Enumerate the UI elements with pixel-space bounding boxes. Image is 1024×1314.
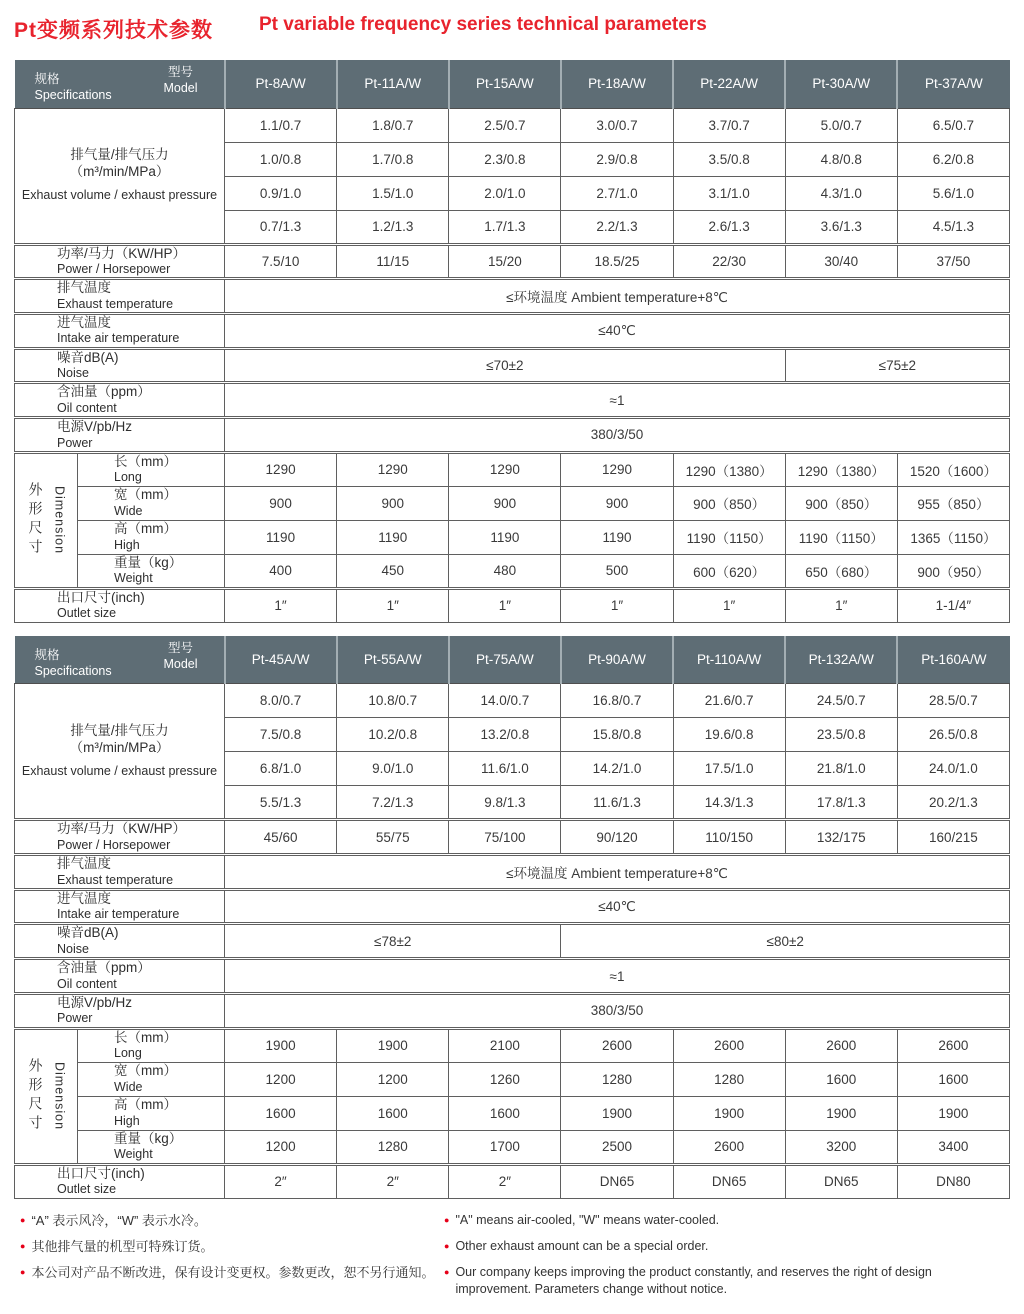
value-cell: 1600 <box>785 1062 897 1096</box>
row-label-exhaust-temp: 排气温度 Exhaust temperature <box>15 855 225 890</box>
table-row <box>15 383 1010 418</box>
value-cell: 30/40 <box>785 244 897 279</box>
table-row <box>15 820 1010 855</box>
value-cell: 1200 <box>337 1062 449 1096</box>
model-header-cell: Pt-45A/W <box>225 636 337 684</box>
value-cell: 0.9/1.0 <box>225 176 337 210</box>
table-row <box>15 418 1010 453</box>
value-cell: 7.5/0.8 <box>225 718 337 752</box>
value-cell: 1.7/0.8 <box>337 142 449 176</box>
value-cell: 900 <box>225 486 337 520</box>
row-label-intake-temp: 进气温度 Intake air temperature <box>15 889 225 924</box>
value-cell: 1.0/0.8 <box>225 142 337 176</box>
value-cell: 14.0/0.7 <box>449 684 561 718</box>
row-label-high: 高（mm） High <box>78 1096 225 1130</box>
value-cell: 1″ <box>785 588 897 622</box>
footnote-item: ● 本公司对产品不断改进，保有设计变更权。参数更改，恕不另行通知。 <box>20 1264 435 1280</box>
value-cell: ≤78±2 <box>225 924 561 959</box>
value-cell: 1290 <box>337 452 449 486</box>
table-row <box>15 554 1010 588</box>
value-cell: ≈1 <box>225 959 1010 994</box>
value-cell: 3200 <box>785 1130 897 1164</box>
value-cell: 3.0/0.7 <box>561 108 673 142</box>
spec-table-1 <box>14 60 1010 623</box>
value-cell: 1600 <box>449 1096 561 1130</box>
value-cell: DN65 <box>673 1164 785 1198</box>
value-cell: 2100 <box>449 1028 561 1062</box>
value-cell: 380/3/50 <box>225 993 1010 1028</box>
value-cell: 1.1/0.7 <box>225 108 337 142</box>
value-cell: 21.6/0.7 <box>673 684 785 718</box>
title-zh: Pt变频系列技术参数 <box>14 19 213 42</box>
value-cell: 1290 <box>561 452 673 486</box>
bullet-icon: ● <box>20 1214 26 1225</box>
value-cell: 1.7/1.3 <box>449 210 561 244</box>
table-row <box>15 279 1010 314</box>
footnote-item: ● "A" means air-cooled, "W" means water-cooled. <box>444 1212 720 1227</box>
table1-header-row <box>15 60 1010 108</box>
value-cell: 1900 <box>673 1096 785 1130</box>
model-header-cell: Pt-15A/W <box>449 60 561 108</box>
value-cell: 1700 <box>449 1130 561 1164</box>
value-cell: ≤40℃ <box>225 313 1010 348</box>
value-cell: 900（850） <box>785 486 897 520</box>
value-cell: 1.5/1.0 <box>337 176 449 210</box>
corner-cell <box>15 60 225 108</box>
value-cell: 1190（1150） <box>673 520 785 554</box>
value-cell: 1280 <box>337 1130 449 1164</box>
value-cell: 1290（1380） <box>785 452 897 486</box>
value-cell: 0.7/1.3 <box>225 210 337 244</box>
row-label-outlet-size: 出口尺寸(inch) Outlet size <box>15 1164 225 1198</box>
value-cell: 7.5/10 <box>225 244 337 279</box>
value-cell: 2.0/1.0 <box>449 176 561 210</box>
value-cell: 2600 <box>897 1028 1009 1062</box>
value-cell: 16.8/0.7 <box>561 684 673 718</box>
value-cell: 24.5/0.7 <box>785 684 897 718</box>
value-cell: 110/150 <box>673 820 785 855</box>
value-cell: 20.2/1.3 <box>897 786 1009 820</box>
value-cell: 1190 <box>561 520 673 554</box>
value-cell: 10.8/0.7 <box>337 684 449 718</box>
value-cell: DN65 <box>561 1164 673 1198</box>
value-cell: 955（850） <box>897 486 1009 520</box>
value-cell: 1365（1150） <box>897 520 1009 554</box>
value-cell: 2600 <box>673 1130 785 1164</box>
value-cell: 3400 <box>897 1130 1009 1164</box>
corner-spec-label: 规格 Specifications <box>34 647 112 679</box>
value-cell: ≤环境温度 Ambient temperature+8℃ <box>225 279 1010 314</box>
value-cell: 1280 <box>673 1062 785 1096</box>
value-cell: 1″ <box>449 588 561 622</box>
footnote-item: ● “A” 表示风冷，“W” 表示水冷。 <box>20 1212 207 1228</box>
value-cell: 1900 <box>337 1028 449 1062</box>
row-label-oil-content: 含油量（ppm） Oil content <box>15 959 225 994</box>
table-row <box>15 1062 1010 1096</box>
value-cell: 5.6/1.0 <box>897 176 1009 210</box>
value-cell: 21.8/1.0 <box>785 752 897 786</box>
value-cell: 5.5/1.3 <box>225 786 337 820</box>
value-cell: 7.2/1.3 <box>337 786 449 820</box>
value-cell: 24.0/1.0 <box>897 752 1009 786</box>
row-label-power-horsepower: 功率/马力（KW/HP） Power / Horsepower <box>15 820 225 855</box>
row-label-power-horsepower: 功率/马力（KW/HP） Power / Horsepower <box>15 244 225 279</box>
value-cell: 1290（1380） <box>673 452 785 486</box>
footnotes-english <box>444 1212 1004 1307</box>
table-row <box>15 244 1010 279</box>
value-cell: 2.5/0.7 <box>449 108 561 142</box>
value-cell: 14.2/1.0 <box>561 752 673 786</box>
value-cell: 6.2/0.8 <box>897 142 1009 176</box>
value-cell: 10.2/0.8 <box>337 718 449 752</box>
value-cell: ≤70±2 <box>225 348 786 383</box>
value-cell: 1200 <box>225 1130 337 1164</box>
value-cell: 4.5/1.3 <box>897 210 1009 244</box>
row-label-wide: 宽（mm） Wide <box>78 1062 225 1096</box>
value-cell: 400 <box>225 554 337 588</box>
row-label-oil-content: 含油量（ppm） Oil content <box>15 383 225 418</box>
footnote-item: ● Other exhaust amount can be a special order. <box>444 1238 709 1253</box>
model-header-cell: Pt-8A/W <box>225 60 337 108</box>
table-row <box>15 684 1010 718</box>
value-cell: 2.3/0.8 <box>449 142 561 176</box>
value-cell: 1600 <box>337 1096 449 1130</box>
table-row <box>15 486 1010 520</box>
table-row <box>15 959 1010 994</box>
value-cell: 1900 <box>561 1096 673 1130</box>
value-cell: 15.8/0.8 <box>561 718 673 752</box>
table-row <box>15 855 1010 890</box>
footnotes <box>14 1212 1010 1307</box>
value-cell: 1190 <box>337 520 449 554</box>
table-row <box>15 1130 1010 1164</box>
value-cell: 1900 <box>897 1096 1009 1130</box>
row-label-dimension: 外形尺寸 Dimension <box>15 1028 78 1164</box>
value-cell: 1190 <box>449 520 561 554</box>
value-cell: 1″ <box>225 588 337 622</box>
model-header-cell: Pt-30A/W <box>785 60 897 108</box>
table-row <box>15 452 1010 486</box>
value-cell: 5.0/0.7 <box>785 108 897 142</box>
value-cell: 11.6/1.3 <box>561 786 673 820</box>
model-header-cell: Pt-37A/W <box>897 60 1009 108</box>
value-cell: 17.5/1.0 <box>673 752 785 786</box>
value-cell: 1.2/1.3 <box>337 210 449 244</box>
value-cell: 900 <box>449 486 561 520</box>
value-cell: 2600 <box>785 1028 897 1062</box>
value-cell: 45/60 <box>225 820 337 855</box>
value-cell: 9.0/1.0 <box>337 752 449 786</box>
corner-cell <box>15 636 225 684</box>
row-label-noise: 噪音dB(A) Noise <box>15 924 225 959</box>
row-label-power-supply: 电源V/pb/Hz Power <box>15 418 225 453</box>
value-cell: 1900 <box>225 1028 337 1062</box>
corner-model-label: 型号 Model <box>163 65 198 96</box>
value-cell: 6.8/1.0 <box>225 752 337 786</box>
value-cell: 1260 <box>449 1062 561 1096</box>
value-cell: 1200 <box>225 1062 337 1096</box>
row-label-high: 高（mm） High <box>78 520 225 554</box>
row-label-power-supply: 电源V/pb/Hz Power <box>15 993 225 1028</box>
value-cell: 4.3/1.0 <box>785 176 897 210</box>
value-cell: 600（620） <box>673 554 785 588</box>
row-label-noise: 噪音dB(A) Noise <box>15 348 225 383</box>
row-label-wide: 宽（mm） Wide <box>78 486 225 520</box>
footnotes-chinese <box>20 1212 444 1307</box>
value-cell: 2.7/1.0 <box>561 176 673 210</box>
value-cell: DN80 <box>897 1164 1009 1198</box>
value-cell: 4.8/0.8 <box>785 142 897 176</box>
value-cell: 26.5/0.8 <box>897 718 1009 752</box>
value-cell: 75/100 <box>449 820 561 855</box>
value-cell: 380/3/50 <box>225 418 1010 453</box>
value-cell: 1.8/0.7 <box>337 108 449 142</box>
value-cell: 2.9/0.8 <box>561 142 673 176</box>
value-cell: 2.6/1.3 <box>673 210 785 244</box>
table-row <box>15 108 1010 142</box>
value-cell: 1280 <box>561 1062 673 1096</box>
table-row <box>15 889 1010 924</box>
value-cell: 17.8/1.3 <box>785 786 897 820</box>
model-header-cell: Pt-22A/W <box>673 60 785 108</box>
bullet-icon: ● <box>444 1214 450 1225</box>
value-cell: 900 <box>337 486 449 520</box>
page-title <box>14 14 1010 60</box>
value-cell: 3.1/1.0 <box>673 176 785 210</box>
value-cell: 3.6/1.3 <box>785 210 897 244</box>
value-cell: 2″ <box>449 1164 561 1198</box>
bullet-icon: ● <box>20 1240 26 1251</box>
value-cell: ≤40℃ <box>225 889 1010 924</box>
value-cell: 23.5/0.8 <box>785 718 897 752</box>
value-cell: 2.2/1.3 <box>561 210 673 244</box>
value-cell: 2600 <box>673 1028 785 1062</box>
table2-header-row <box>15 636 1010 684</box>
row-label-long: 长（mm） Long <box>78 1028 225 1062</box>
value-cell: 1290 <box>449 452 561 486</box>
model-header-cell: Pt-11A/W <box>337 60 449 108</box>
value-cell: 1290 <box>225 452 337 486</box>
corner-model-label: 型号 Model <box>163 640 198 672</box>
corner-spec-label: 规格 Specifications <box>34 72 112 103</box>
table-row <box>15 993 1010 1028</box>
bullet-icon: ● <box>20 1266 26 1277</box>
value-cell: 90/120 <box>561 820 673 855</box>
row-label-weight: 重量（kg） Weight <box>78 554 225 588</box>
table-row <box>15 1028 1010 1062</box>
value-cell: 2″ <box>337 1164 449 1198</box>
table-row <box>15 348 1010 383</box>
value-cell: 3.7/0.7 <box>673 108 785 142</box>
value-cell: 8.0/0.7 <box>225 684 337 718</box>
model-header-cell: Pt-110A/W <box>673 636 785 684</box>
value-cell: 6.5/0.7 <box>897 108 1009 142</box>
model-header-cell: Pt-18A/W <box>561 60 673 108</box>
value-cell: 37/50 <box>897 244 1009 279</box>
table-row <box>15 588 1010 622</box>
value-cell: 19.6/0.8 <box>673 718 785 752</box>
value-cell: ≤环境温度 Ambient temperature+8℃ <box>225 855 1010 890</box>
model-header-cell: Pt-160A/W <box>897 636 1009 684</box>
value-cell: ≤75±2 <box>785 348 1009 383</box>
bullet-icon: ● <box>444 1266 450 1277</box>
row-label-long: 长（mm） Long <box>78 452 225 486</box>
title-en: Pt variable frequency series technical parameters <box>259 14 707 35</box>
row-label-outlet-size: 出口尺寸(inch) Outlet size <box>15 588 225 622</box>
value-cell: 2600 <box>561 1028 673 1062</box>
value-cell: 900（850） <box>673 486 785 520</box>
model-header-cell: Pt-75A/W <box>449 636 561 684</box>
value-cell: 450 <box>337 554 449 588</box>
bullet-icon: ● <box>444 1240 450 1251</box>
value-cell: 132/175 <box>785 820 897 855</box>
value-cell: 22/30 <box>673 244 785 279</box>
row-label-dimension: 外形尺寸 Dimension <box>15 452 78 588</box>
value-cell: 28.5/0.7 <box>897 684 1009 718</box>
table-row <box>15 924 1010 959</box>
row-label-exhaust: 排气量/排气压力 （m³/min/MPa） Exhaust volume / exhaust pressure <box>15 684 225 820</box>
value-cell: 480 <box>449 554 561 588</box>
table-row <box>15 313 1010 348</box>
model-header-cell: Pt-90A/W <box>561 636 673 684</box>
value-cell: 3.5/0.8 <box>673 142 785 176</box>
value-cell: 1520（1600） <box>897 452 1009 486</box>
value-cell: 9.8/1.3 <box>449 786 561 820</box>
value-cell: 1″ <box>673 588 785 622</box>
value-cell: 900 <box>561 486 673 520</box>
row-label-intake-temp: 进气温度 Intake air temperature <box>15 313 225 348</box>
value-cell: 1190 <box>225 520 337 554</box>
model-header-cell: Pt-55A/W <box>337 636 449 684</box>
value-cell: 900（950） <box>897 554 1009 588</box>
value-cell: 500 <box>561 554 673 588</box>
value-cell: ≈1 <box>225 383 1010 418</box>
value-cell: 1900 <box>785 1096 897 1130</box>
value-cell: 13.2/0.8 <box>449 718 561 752</box>
value-cell: 11.6/1.0 <box>449 752 561 786</box>
value-cell: 2″ <box>225 1164 337 1198</box>
value-cell: 15/20 <box>449 244 561 279</box>
value-cell: 1600 <box>897 1062 1009 1096</box>
table-row <box>15 1096 1010 1130</box>
value-cell: 160/215 <box>897 820 1009 855</box>
value-cell: 11/15 <box>337 244 449 279</box>
model-header-cell: Pt-132A/W <box>785 636 897 684</box>
row-label-exhaust-temp: 排气温度 Exhaust temperature <box>15 279 225 314</box>
value-cell: 1-1/4″ <box>897 588 1009 622</box>
value-cell: 14.3/1.3 <box>673 786 785 820</box>
value-cell: 650（680） <box>785 554 897 588</box>
value-cell: 55/75 <box>337 820 449 855</box>
value-cell: 1″ <box>561 588 673 622</box>
value-cell: 1″ <box>337 588 449 622</box>
value-cell: DN65 <box>785 1164 897 1198</box>
value-cell: 1190（1150） <box>785 520 897 554</box>
footnote-item: ● 其他排气量的机型可特殊订货。 <box>20 1238 214 1254</box>
value-cell: 18.5/25 <box>561 244 673 279</box>
row-label-exhaust: 排气量/排气压力 （m³/min/MPa） Exhaust volume / exhaust pressure <box>15 108 225 244</box>
table-row <box>15 1164 1010 1198</box>
spec-table-2 <box>14 636 1010 1199</box>
value-cell: 1600 <box>225 1096 337 1130</box>
value-cell: ≤80±2 <box>561 924 1010 959</box>
table-row <box>15 520 1010 554</box>
value-cell: 2500 <box>561 1130 673 1164</box>
row-label-weight: 重量（kg） Weight <box>78 1130 225 1164</box>
footnote-item: ● Our company keeps improving the product constantly, and reserves the right of design improvement. Parameters change without notice. <box>444 1264 932 1296</box>
